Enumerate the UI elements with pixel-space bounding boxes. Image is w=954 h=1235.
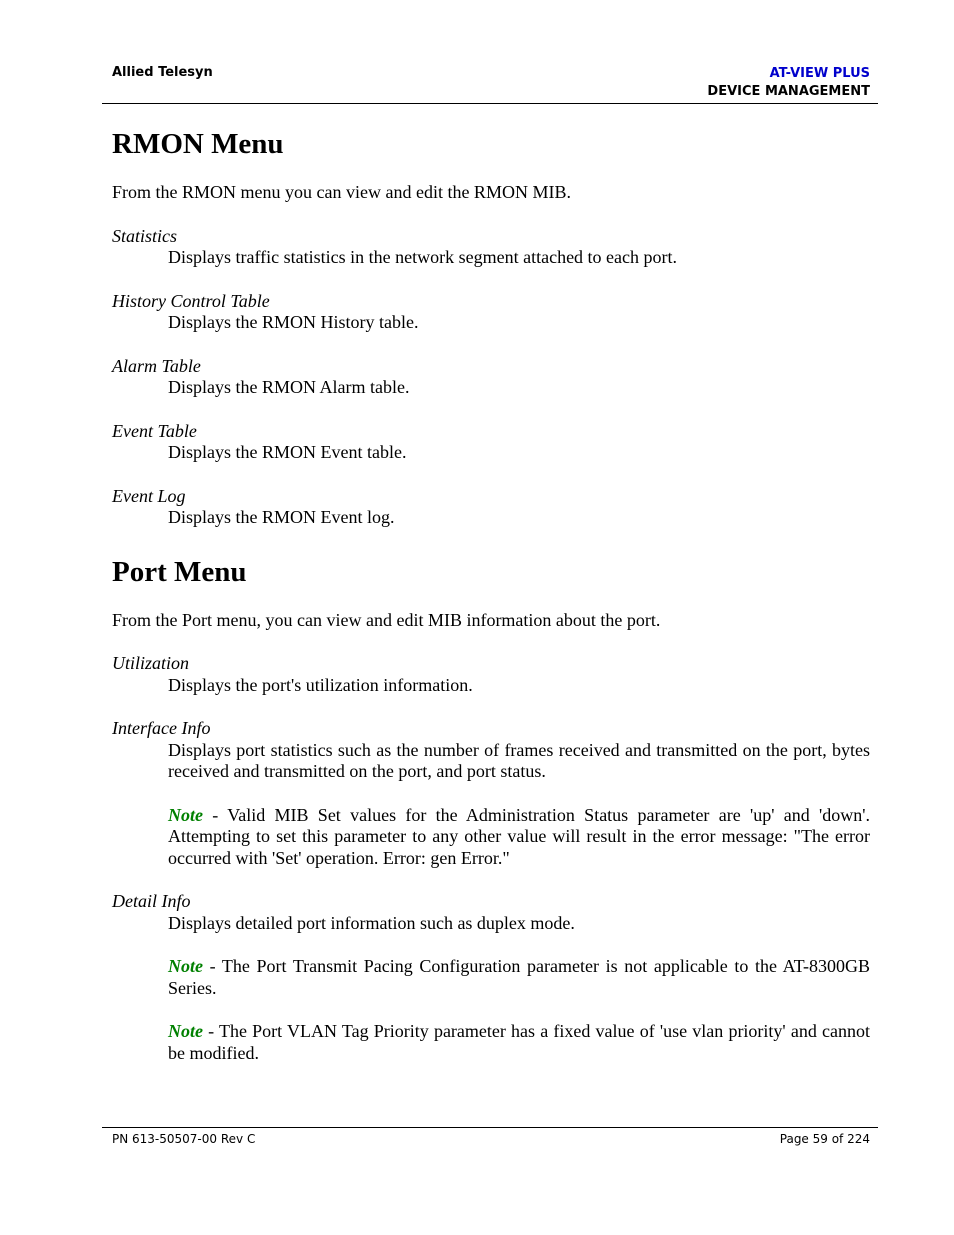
- note-label: Note: [168, 1021, 203, 1041]
- desc-event-log: Displays the RMON Event log.: [168, 507, 395, 527]
- note-label: Note: [168, 956, 203, 976]
- term-interface-info: Interface Info: [112, 718, 211, 738]
- rmon-intro: From the RMON menu you can view and edit the RMON MIB.: [112, 182, 571, 202]
- desc-event-table: Displays the RMON Event table.: [168, 442, 407, 462]
- term-statistics: Statistics: [112, 225, 178, 246]
- desc-history-control-table: Displays the RMON History table.: [168, 312, 419, 332]
- note-transmit-pacing: [168, 956, 870, 999]
- footer-rule: [102, 1127, 878, 1128]
- term-detail-info: Detail Info: [112, 891, 191, 911]
- desc-detail-info: Displays detailed port information such as duplex mode.: [168, 912, 575, 933]
- desc-statistics: Displays traffic statistics in the network segment attached to each port.: [168, 247, 678, 267]
- term-history-control-table: History Control Table: [112, 290, 270, 311]
- footer-part-number: PN 613-50507-00 Rev C: [112, 1132, 256, 1146]
- term-utilization: Utilization: [112, 653, 190, 673]
- desc-interface-info: Displays port statistics such as the number of frames received and transmitted on the port, bytes received and transmitted on the port, and port status.: [168, 739, 870, 781]
- footer-page-number: Page 59 of 224: [779, 1132, 870, 1146]
- term-event-log: Event Log: [112, 485, 186, 506]
- note-text: - Valid MIB Set values for the Administration Status parameter are 'up' and 'down'. Attempting to set this parameter to any other value will result in the error message: "The error occurred with 'Set' operation. Error: gen Error.": [168, 804, 870, 868]
- header-company: Allied Telesyn: [112, 65, 213, 80]
- page-body: [112, 126, 870, 1086]
- note-vlan-tag-priority: [168, 1021, 870, 1064]
- note-label: Note: [168, 804, 203, 825]
- rmon-menu-heading: RMON Menu: [112, 128, 284, 160]
- desc-alarm-table: Displays the RMON Alarm table.: [168, 377, 410, 397]
- desc-utilization: Displays the port's utilization information.: [168, 674, 473, 695]
- header-title-block: [707, 65, 870, 101]
- header-product: AT-VIEW PLUS: [769, 66, 870, 81]
- note-text: - The Port Transmit Pacing Configuration parameter is not applicable to the AT-8300GB Series.: [168, 956, 870, 998]
- note-interface-info: [168, 805, 870, 870]
- port-menu-heading: Port Menu: [112, 555, 247, 588]
- term-alarm-table: Alarm Table: [112, 355, 201, 376]
- term-event-table: Event Table: [112, 420, 197, 441]
- port-intro: From the Port menu, you can view and edit MIB information about the port.: [112, 609, 661, 630]
- header-rule: [102, 103, 878, 104]
- note-text: - The Port VLAN Tag Priority parameter has a fixed value of 'use vlan priority' and cannot be modified.: [168, 1021, 870, 1063]
- header-section: DEVICE MANAGEMENT: [707, 84, 870, 99]
